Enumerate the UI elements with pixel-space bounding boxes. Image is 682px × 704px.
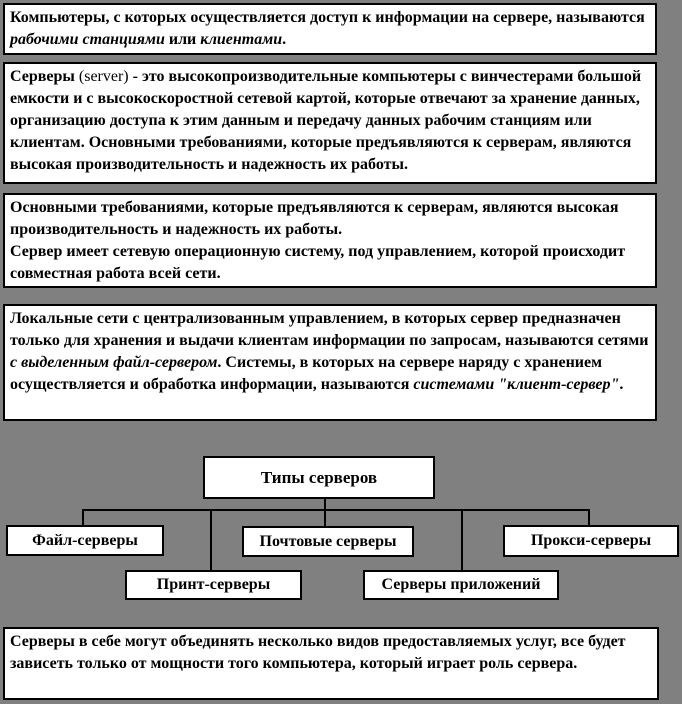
textbox-workstations-definition [3,3,657,55]
connector-drop-file-servers [82,509,84,525]
text-run: . [619,376,624,393]
diagram-node-print-servers [125,570,302,600]
textbox-servers-definition [3,62,657,184]
diagram-node-label: Принт-серверы [156,576,271,593]
diagram-node-server-types-root [203,456,435,499]
text-run: Локальные сети с централизованным управлением, в которых сервер предназначен только для хранения и выдачи клиентам информации по запросам, называются сетями [10,310,649,349]
diagram-node-mail-servers [242,526,414,557]
lan-types-text [10,308,649,396]
connector-drop-print-servers [210,509,212,570]
connector-horizontal-bus [82,509,590,511]
text-run: . [282,31,287,48]
diagram-node-proxy-servers [503,525,679,557]
server-requirements-text: Основными требованиями, которые предъявляются к серверам, являются высокая производительность и надежность их работы. [10,199,619,238]
connector-drop-app-servers [461,509,463,570]
term-servers: Серверы [10,68,75,85]
diagram-node-label: Серверы приложений [381,576,541,593]
diagram-node-file-servers [6,525,164,556]
workstations-definition-text [10,7,649,51]
term-server-english: (server) [74,68,133,85]
term-dedicated-file-server: с выделенным файл-сервером [10,354,218,371]
text-run: или [164,31,201,48]
textbox-server-requirements [3,193,657,288]
textbox-lan-types [3,304,657,421]
diagram-node-label: Почтовые серверы [259,532,397,550]
connector-drop-mail-servers [324,509,326,526]
servers-definition-text [10,66,649,176]
text-run: Компьютеры, с которых осуществляется доступ к информации на сервере, называются [10,9,645,26]
textbox-combined-services [3,627,659,700]
term-client-server-systems: системами "клиент-сервер" [413,376,620,393]
combined-services-text: Серверы в себе могут объединять несколько видов предоставляемых услуг, все будет зависеть только от мощности того компьютера, который играет роль сервера. [10,633,626,672]
connector-drop-proxy-servers [588,509,590,525]
diagram-root-label: Типы серверов [260,467,378,487]
diagram-node-label: Прокси-серверы [530,532,652,549]
term-working-stations: рабочими станциями [10,31,165,48]
text-run: - это высокопроизводительные компьютеры с винчестерами большой емкости и с высокоскоростной сетевой картой, которые отвечают за хранение данных, организацию доступа к этим данным и передачу данных рабочим станциям или клиентам. Основными требованиями, которые предъявляются к серверам, являются высокая производительность и надежность их работы. [10,68,642,173]
text-run: . Системы, в которых на сервере наряду с хранением осуществляется и обработка информации, называются [10,354,603,393]
term-clients: клиентами [200,31,283,48]
diagram-node-app-servers [363,570,559,600]
network-os-text: Сервер имеет сетевую операционную систему, под управлением, которой происходит совместная работа всей сети. [10,243,626,282]
diagram-node-label: Файл-серверы [32,531,138,549]
